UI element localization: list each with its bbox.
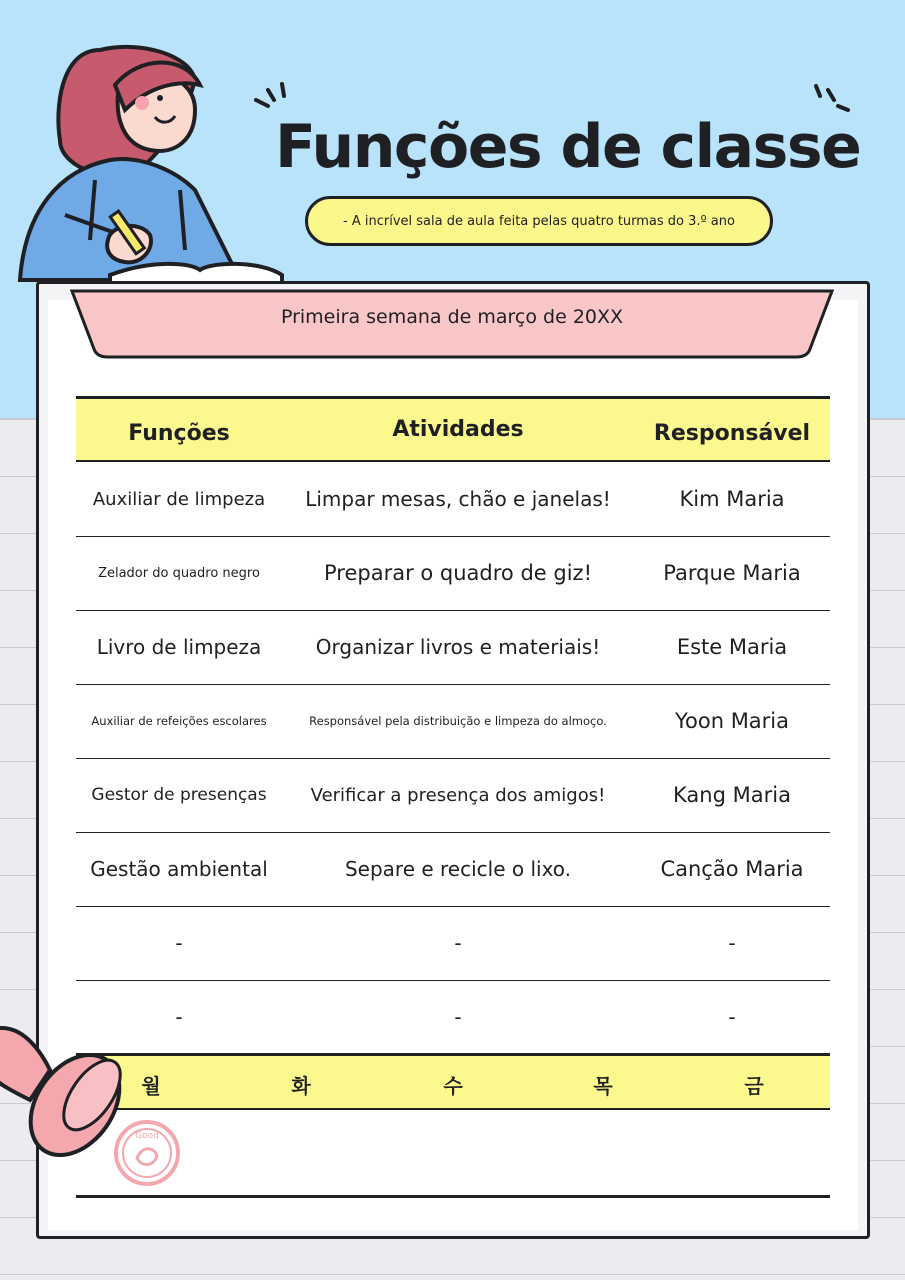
divider [76, 1195, 830, 1198]
role-cell: Auxiliar de refeições escolares [91, 714, 267, 728]
table-row [76, 611, 830, 685]
responsible-cell: Yoon Maria [674, 709, 790, 733]
student-writing-illustration [0, 40, 300, 290]
responsible-cell: Canção Maria [660, 857, 804, 881]
stamp-text: Good [135, 1131, 159, 1141]
weekday-label: 월 [141, 1074, 161, 1098]
table-row [76, 685, 830, 759]
responsible-cell: Kim Maria [679, 487, 785, 511]
activity-cell: Limpar mesas, chão e janelas! [305, 487, 611, 511]
table-row [76, 833, 830, 907]
role-cell: Gestão ambiental [90, 857, 268, 881]
responsible-cell: Parque Maria [663, 561, 801, 585]
activity-cell: - [454, 1005, 462, 1029]
responsible-cell: Este Maria [676, 635, 788, 659]
table-row [76, 537, 830, 611]
column-header-responsible: Responsável [653, 421, 811, 446]
weekday-row [76, 1053, 830, 1110]
role-cell: Gestor de presenças [91, 785, 267, 805]
subtitle-text: - A incrível sala de aula feita pelas quatro turmas do 3.º ano [343, 213, 735, 229]
role-cell: Auxiliar de limpeza [92, 488, 266, 510]
week-label: Primeira semana de março de 20XX [280, 306, 624, 328]
responsible-cell: Kang Maria [673, 783, 791, 807]
activity-cell: Separe e recicle o lixo. [344, 857, 572, 881]
activity-cell: Organizar livros e materiais! [315, 635, 601, 659]
subtitle-badge [305, 196, 773, 246]
activity-cell: Preparar o quadro de giz! [324, 561, 592, 585]
table-row [76, 907, 830, 981]
weekday-label: 수 [443, 1074, 463, 1098]
role-cell: Zelador do quadro negro [98, 565, 260, 581]
column-header-roles: Funções [128, 421, 230, 446]
table-header [76, 396, 830, 462]
role-cell: Livro de limpeza [96, 635, 262, 659]
responsible-cell: - [728, 1005, 736, 1029]
activity-cell: - [454, 931, 462, 955]
table-row [76, 759, 830, 833]
weekday-label: 금 [744, 1074, 764, 1098]
column-header-activities: Atividades [392, 417, 524, 442]
activity-cell: Responsável pela distribuição e limpeza do almoço. [309, 714, 607, 728]
responsible-cell: - [728, 931, 736, 955]
weekday-label: 목 [593, 1074, 613, 1098]
page-title: Funções de classe [275, 112, 861, 182]
good-stamp-icon [112, 1118, 182, 1188]
weekday-label: 화 [291, 1074, 311, 1098]
activity-cell: Verificar a presença dos amigos! [310, 784, 606, 806]
role-cell: - [175, 1005, 183, 1029]
role-cell: - [175, 931, 183, 955]
table-row [76, 463, 830, 537]
stamp-tool-icon [0, 1010, 130, 1160]
table-row [76, 981, 830, 1055]
